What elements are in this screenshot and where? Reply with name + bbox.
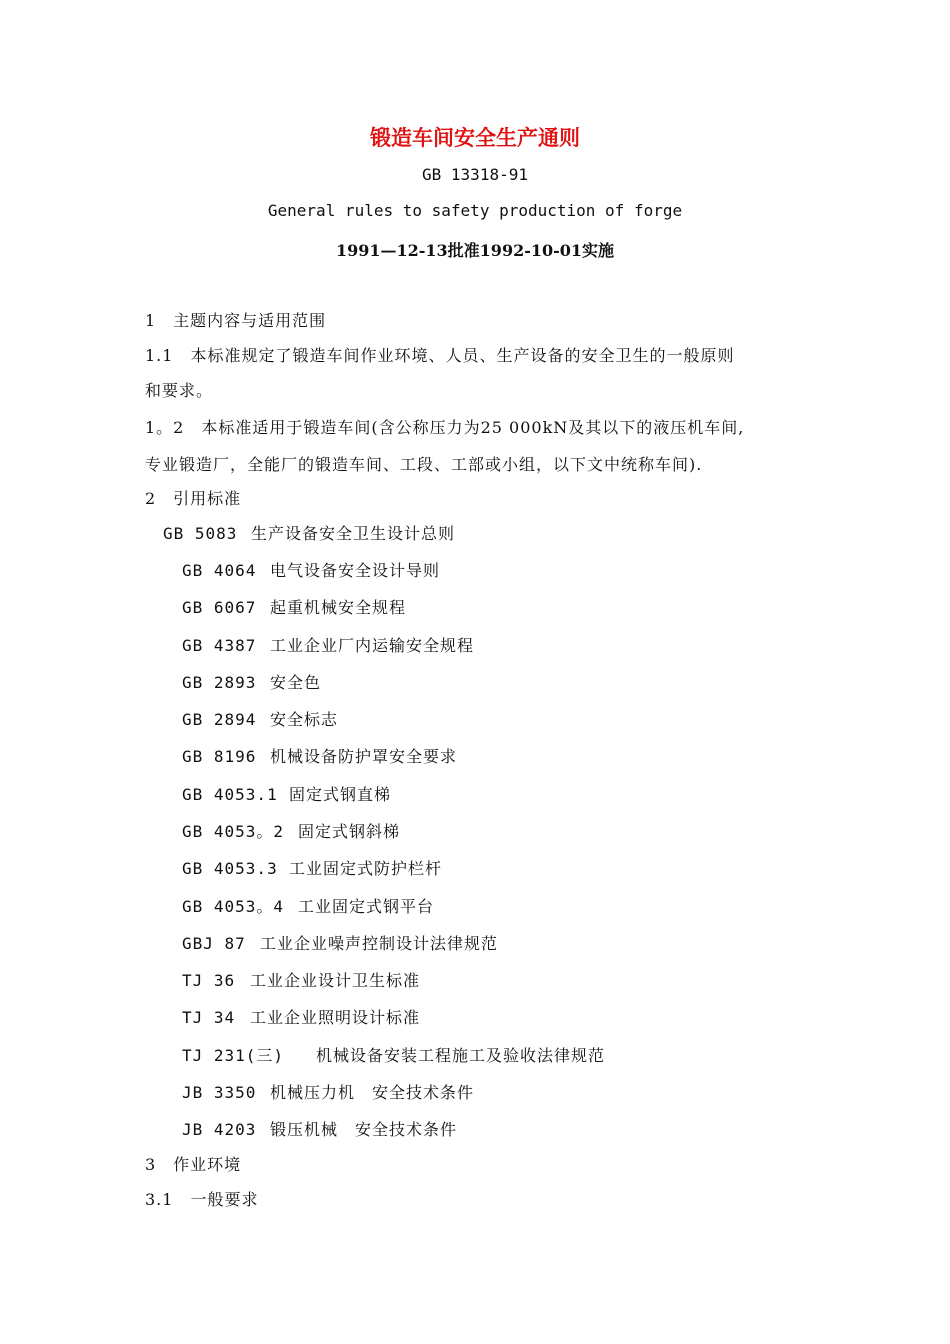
reference-code: GB 8196 [182,747,257,766]
reference-code: GB 6067 [182,598,257,617]
reference-name: 工业企业噪声控制设计法律规范 [260,934,499,953]
clause-1-2-line1: 1。2 本标准适用于锻造车间(含公称压力为25 000kN及其以下的液压机车间, [145,418,745,437]
reference-name: 起重机械安全规程 [270,598,407,617]
clause-3-1-heading: 3.1 一般要求 [145,1190,259,1209]
reference-code: GB 4053.1 [182,785,278,804]
reference-code: TJ 231(三) [182,1046,285,1065]
reference-item [163,521,455,544]
reference-item [182,670,321,693]
reference-item [182,1117,457,1140]
reference-item [182,1080,474,1103]
reference-code: GB 5083 [163,524,238,543]
reference-item [182,558,440,581]
approval-dates: 1991—12-13批准1992-10-01实施 [335,241,615,260]
reference-name: 固定式钢直梯 [289,785,392,804]
section-2-heading: 2 引用标准 [145,489,242,508]
reference-name: 工业固定式钢平台 [298,897,435,916]
reference-item [182,782,391,805]
reference-name: 固定式钢斜梯 [298,822,401,841]
section-1-heading: 1 主题内容与适用范围 [145,311,327,330]
reference-name: 电气设备安全设计导则 [270,561,441,580]
reference-name: 锻压机械 安全技术条件 [270,1120,458,1139]
reference-item [182,894,434,917]
reference-name: 生产设备安全卫生设计总则 [251,524,456,543]
reference-code: GB 2894 [182,710,257,729]
standard-code: GB 13318-91 [422,165,528,184]
reference-item [182,1043,605,1066]
reference-item [182,819,400,842]
reference-name: 工业企业厂内运输安全规程 [270,636,475,655]
reference-code: GB 4387 [182,636,257,655]
reference-name: 工业固定式防护栏杆 [289,859,443,878]
reference-name: 工业企业照明设计标准 [250,1008,421,1027]
reference-name: 机械设备安装工程施工及验收法律规范 [316,1046,606,1065]
reference-name: 机械压力机 安全技术条件 [270,1083,475,1102]
reference-item [182,744,457,767]
reference-item [182,595,406,618]
reference-item [182,968,420,991]
reference-name: 工业企业设计卫生标准 [250,971,421,990]
clause-1-1-line2: 和要求。 [145,381,214,400]
reference-code: GB 4053。2 [182,822,285,841]
reference-code: TJ 34 [182,1008,236,1027]
reference-code: GB 4053.3 [182,859,278,878]
reference-code: TJ 36 [182,971,236,990]
reference-item [182,633,474,656]
reference-name: 机械设备防护罩安全要求 [270,747,458,766]
reference-code: JB 4203 [182,1120,257,1139]
reference-name: 安全色 [270,673,322,692]
reference-code: GB 2893 [182,673,257,692]
reference-code: GB 4064 [182,561,257,580]
reference-code: GBJ 87 [182,934,246,953]
clause-1-1-line1: 1.1 本标准规定了锻造车间作业环境、人员、生产设备的安全卫生的一般原则 [145,346,735,365]
reference-name: 安全标志 [270,710,339,729]
english-title: General rules to safety production of forge [267,201,683,220]
document-title: 锻造车间安全生产通则 [370,125,580,150]
reference-item [182,931,498,954]
reference-code: JB 3350 [182,1083,257,1102]
reference-item [182,707,338,730]
reference-item [182,1005,420,1028]
clause-1-2-line2: 专业锻造厂，全能厂的锻造车间、工段、工部或小组，以下文中统称车间). [145,455,703,474]
reference-item [182,856,442,879]
section-3-heading: 3 作业环境 [145,1155,242,1174]
reference-code: GB 4053。4 [182,897,285,916]
